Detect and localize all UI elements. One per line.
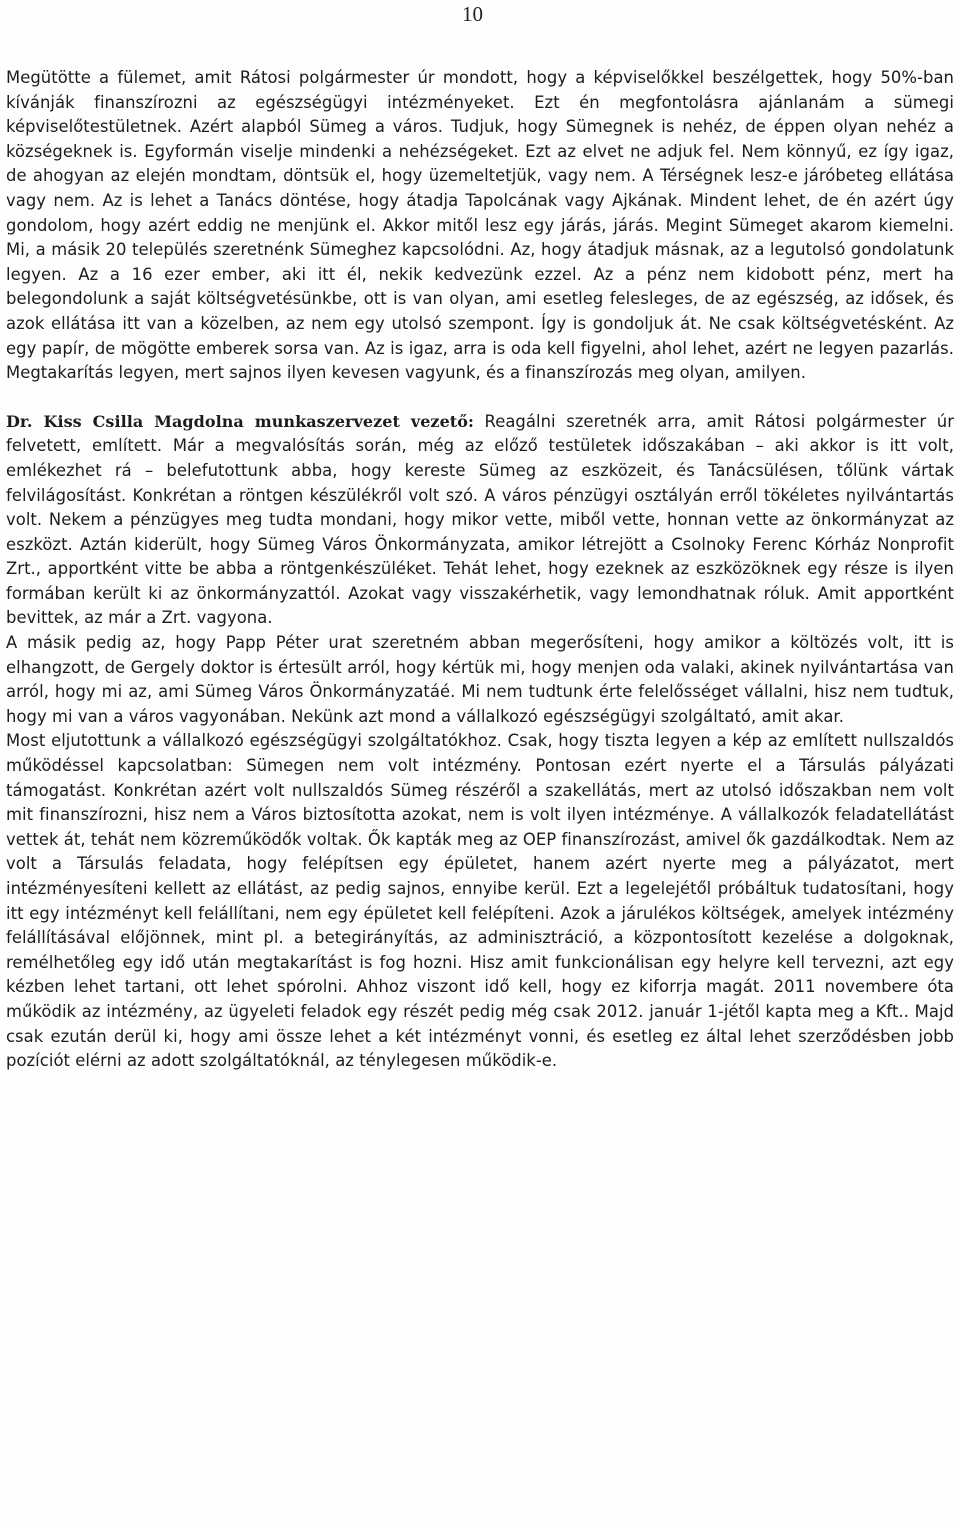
paragraph-opening-remarks: Megütötte a fülemet, amit Rátosi polgármester úr mondott, hogy a képviselőkkel beszélgettek, hogy 50%-ban kívánják finanszírozni az egészségügyi intézményeket. Ezt én megfontolásra ajánlanám a sümegi képviselőtestületnek. Azért alapból Sümeg a város. Tudjuk, hogy Sümegnek is nehéz, de éppen olyan nehéz a községeknek is. Egyformán viselje mindenki a nehézségeket. Ezt az elvet ne adjuk fel. Nem könnyű, ez így igaz, de ahogyan az elején mondtam, döntsük el, hogy üzemeltetjük, vagy nem. A Térségnek lesz-e járóbeteg ellátása vagy nem. Az is lehet a Tanács döntése, hogy átadja Tapolcának vagy Ajkának. Mindent lehet, de én azért úgy gondolom, hogy azért eddig ne menjünk el. Akkor mitől lesz egy járás, járás. Megint Sümeget akarom kiemelni. Mi, a másik 20 település szeretnénk Sümeghez kapcsolódni. Az, hogy átadjuk másnak, az a legutolsó gondolatunk legyen. Az a 16 ezer ember, aki itt él, nekik kedvezünk ezzel. Az a pénz nem kidobott pénz, mert ha belegondolunk a saját költségvetésünkbe, ott is van olyan, ami esetleg felesleges, de az egészség, az idősek, és azok ellátása itt van a közelben, az nem egy utolsó szempont. Így is gondoljuk át. Ne csak költségvetésként. Az egy papír, de mögötte emberek sorsa van. Az is igaz, arra is oda kell figyelni, ahol lehet, azért ne legyen pazarlás. Megtakarítás legyen, mert sajnos ilyen kevesen vagyunk, és a finanszírozás meg olyan, amilyen.: [6, 68, 954, 383]
paragraph-papp-peter: A másik pedig az, hogy Papp Péter urat szeretném abban megerősíteni, hogy amikor a költözés volt, itt is elhangzott, de Gergely doktor is értesült arról, hogy kértük mi, hogy menjen oda valaki, akinek nyilvántartása van arról, hogy mi az, ami Sümeg Város Önkormányzatáé. Mi nem tudtunk érte felelősséget vállalni, hisz nem tudtuk, hogy mi van a város vagyonában. Nekünk azt mond a vállalkozó egészségügyi szolgáltató, amit akar.: [6, 633, 954, 726]
speaker-name: Dr. Kiss Csilla Magdolna munkaszervezet vezető:: [6, 411, 474, 431]
paragraph-service-providers: Most eljutottunk a vállalkozó egészségügyi szolgáltatókhoz. Csak, hogy tiszta legyen a kép az említett nullszaldós működéssel kapcsolatban: Sümegen nem volt intézmény. Pontosan ezért nyerte el a Társulás pályázati támogatást. Konkrétan azért volt nullszaldós Sümeg részéről a szakellátás, mert az utolsó időszakban nem volt mit finanszírozni, hisz nem a Város biztosította azokat, nem is volt ilyen intézménye. A vállalkozók feladatellátást vettek át, tehát nem közreműködők voltak. Ők kapták meg az OEP finanszírozást, amivel ők gazdálkodtak. Nem az volt a Társulás feladata, hogy felépítsen egy épületet, hanem azért nyerte meg a pályázatot, mert intézményesíteni kellett az ellátást, az pedig sajnos, ennyibe kerül. Ezt a legelejétől próbáltuk tudatosítani, hogy itt egy intézményt kell felállítani, nem egy épületet kell felépíteni. Azok a járulékos költségek, amelyek intézmény felállításával előjönnek, mint pl. a betegirányítás, az adminisztráció, a központosított kezelése a dolgoknak, remélhetőleg egy idő után megtakarítást is fog hozni. Hisz amit funkcionálisan egy helyre kell tervezni, azt egy kézben lehet tartani, ott lehet spórolni. Ahhoz viszont idő kell, hogy ez kiforrja magát. 2011 novembere óta működik az intézmény, az ügyeleti feladok egy részét pedig még csak 2012. január 1-jétől kapta meg a Kft.. Majd csak ezután derül ki, hogy ami össze lehet a két intézményt vonni, és esetleg ez által lehet szerződésben jobb pozíciót elérni az adott szolgáltatóknál, az ténylegesen működik-e.: [6, 731, 954, 1071]
page-number: 10: [462, 2, 483, 26]
document-body: [6, 66, 954, 1074]
paragraph-speaker-response: [6, 410, 954, 631]
speaker-response-text: Reagálni szeretnék arra, amit Rátosi polgármester úr felvetett, említett. Már a megvalósítás során, még az előző testületek időszakában – aki akkor is itt volt, emlékezhet rá – belefutottunk abba, hogy kereste Sümeg az eszközeit, és Tanácsülésen, tőlünk vártak felvilágosítást. Konkrétan a röntgen készülékről volt szó. A város pénzügyi osztályán erről tökéletes nyilvántartás volt. Nekem a pénzügyes meg tudta mondani, hogy mikor vette, miből vette, honnan vette az önkormányzat az eszközt. Aztán kiderült, hogy Sümeg Város Önkormányzata, amikor létrejött a Csolnoky Ferenc Kórház Nonprofit Zrt., apportként vitte be abba a röntgenkészüléket. Tehát lehet, hogy ezeknek az eszközöknek egy része is ilyen formában került ki az önkormányzattól. Azokat vagy visszakérhetik, vagy lemondhatnak róluk. Amit apportként bevittek, az már a Zrt. vagyona.: [6, 411, 954, 628]
